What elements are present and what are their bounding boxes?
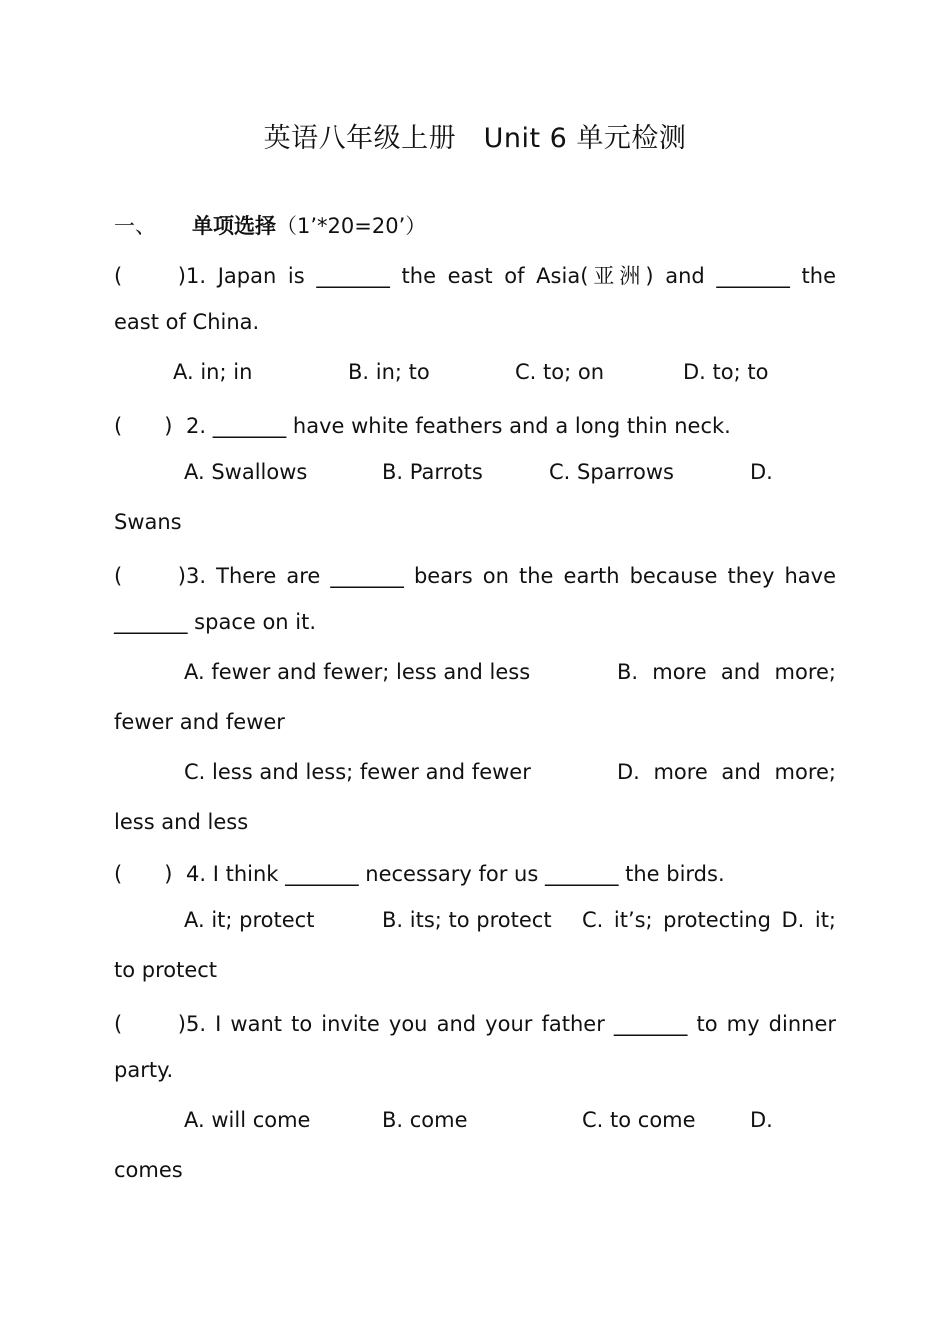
question-5-line1: [114, 1008, 836, 1038]
q3-option-b: B. more and more;: [617, 660, 836, 684]
q2-option-b: B. Parrots: [382, 460, 483, 484]
q4-option-a: A. it; protect: [184, 908, 315, 932]
section-heading: [114, 210, 426, 240]
question-3-line2: _______ space on it.: [114, 610, 317, 634]
q5-option-a: A. will come: [184, 1108, 311, 1132]
question-1-line2: east of China.: [114, 310, 260, 334]
q5-option-c: C. to come: [582, 1108, 696, 1132]
question-1-line1: [114, 260, 836, 290]
q4-option-d-wrap: to protect: [114, 958, 218, 982]
page-title: 英语八年级上册 Unit 6 单元检测: [263, 123, 687, 154]
answer-blank: ( ): [114, 264, 186, 288]
q3-option-d: D. more and more;: [617, 760, 836, 784]
question-text: 4. I think _______ necessary for us _______ the birds.: [186, 862, 725, 886]
question-text: 3. There are _______ bears on the earth because they have: [186, 564, 836, 588]
q3-option-b-wrap: fewer and fewer: [114, 710, 285, 734]
q1-option-a: A. in; in: [173, 360, 253, 384]
answer-blank: ( ): [114, 414, 173, 438]
question-5-line2: party.: [114, 1058, 174, 1082]
question-text: 1. Japan is _______ the east of Asia(亚洲) and _______ the: [186, 264, 836, 288]
q3-option-c: C. less and less; fewer and fewer: [184, 760, 531, 784]
answer-blank: ( ): [114, 862, 173, 886]
q1-option-b: B. in; to: [348, 360, 430, 384]
q4-option-c-d: C. it’s; protecting D. it;: [582, 908, 836, 932]
section-name: 单项选择: [192, 214, 276, 238]
answer-blank: ( ): [114, 1012, 186, 1036]
section-score: （1’*20=20’）: [276, 214, 427, 238]
q5-option-b: B. come: [382, 1108, 468, 1132]
question-text: 5. I want to invite you and your father _______ to my dinner: [186, 1012, 836, 1036]
q1-option-c: C. to; on: [515, 360, 605, 384]
q5-option-d-wrap: comes: [114, 1158, 183, 1182]
q2-option-a: A. Swallows: [184, 460, 308, 484]
question-3-line1: [114, 560, 836, 590]
q2-option-d: D.: [750, 460, 773, 484]
q2-option-c: C. Sparrows: [549, 460, 674, 484]
question-text: 2. _______ have white feathers and a long thin neck.: [186, 414, 731, 438]
q2-option-d-wrap: Swans: [114, 510, 182, 534]
q1-option-d: D. to; to: [683, 360, 769, 384]
question-4-line1: [114, 858, 836, 888]
answer-blank: ( ): [114, 564, 186, 588]
section-number: 一、: [114, 214, 156, 238]
q3-option-a: A. fewer and fewer; less and less: [184, 660, 531, 684]
question-2-line1: [114, 410, 836, 440]
q4-option-b: B. its; to protect: [382, 908, 552, 932]
q5-option-d: D.: [750, 1108, 773, 1132]
q3-option-d-wrap: less and less: [114, 810, 249, 834]
